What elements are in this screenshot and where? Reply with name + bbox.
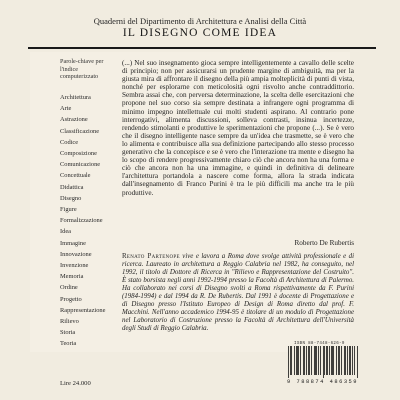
keyword-item: Comunicazione (60, 161, 101, 169)
barcode-bar (308, 346, 309, 375)
barcode-bar (350, 346, 351, 375)
barcode-bar (329, 346, 330, 375)
barcode-bar (336, 346, 337, 375)
book-title: IL DISEGNO COME IDEA (122, 27, 278, 39)
keyword-item: Idea (60, 228, 71, 236)
essay-text: (...) Nel suo insegnamento gioca sempre intelligentemente a cavallo delle scelte di principio; non per assicurarsi un prudente margine di ambiguità, ma per la giusta mira di affrontare il disegno della più ampia molteplicità di punti di vista, nonché per esplorarne con meticolosità ogni risvolto anche contraddittorio. Sembra assai che, con perversa determinazione, la scelta delle esercitazioni che propone nel suo corso sia sempre destinata a infrangere ogni programma di minimo impegno intellettuale cui molti studenti aspirano. Al contrario pone interrogativi, alimenta discussioni, solleva contrasti, insinua incertezze, rendendo stimolanti e produttive le sperimentazioni che propone (...). Se è vero che il disegno intelligente nasce sempre da un'idea che trasmette, se è vero che lo alimenta e contribuisce alla sua definizione partecipando allo stesso processo generativo che la concepisce e se è vero che l'interazione tra mente e disegno ha lo scopo di rendere progressivamente chiaro ciò che ancora non ha una forma e ciò che ancora non ha una immagine, e quindi in definitiva di delineare l'architettura portandola a nascere come forma, allora la strada indicata dall'insegnamento di Franco Purini è tra le più difficili ma anche tra le più produttive. (122, 59, 354, 197)
keyword-item: Composizione (60, 150, 97, 158)
keyword-item: Rilievo (60, 318, 79, 326)
barcode-bar (303, 346, 304, 375)
keyword-item: Teoria (60, 340, 77, 348)
keyword-item: Concettuale (60, 172, 91, 180)
barcode-bar (357, 346, 358, 378)
keyword-item: Astrazione (60, 116, 88, 124)
essay-signature: Roberto De Rubertis (294, 239, 354, 247)
barcode-bar (296, 346, 297, 375)
barcode-digits: 9 788874 486359 (287, 379, 359, 385)
keyword-item: Ordine (60, 284, 78, 292)
header-rule (28, 47, 376, 49)
barcode-bar (306, 346, 307, 375)
barcode-bar (311, 346, 312, 375)
barcode-bar (316, 346, 317, 375)
barcode-bar (341, 346, 342, 375)
barcode-bar (347, 346, 348, 375)
barcode-bar (324, 346, 325, 375)
keyword-item: Memoria (60, 273, 84, 281)
barcode-bar (323, 346, 324, 378)
author-bio-text: vive e lavora a Roma dove svolge attività professionale e di ricerca. Laureato in architettura a Reggio Calabria nel 1982, ha conseguito, nel 1992, il titolo di Dottore di Ricerca in "Rilievo e Rappresentazione del Costruito". È stato borsista negli anni 1992-1994 presso la Facoltà di Architettura di Palermo. Ha collaborato nei corsi di Disegno svolti a Roma rispettivamente da F. Purini (1984-1994) e dal 1994 da R. De Rubertis. Dal 1991 è docente di Progettazione e di Disegno presso l'Istituto Europeo di Design di Roma diretto dal prof. F. Macchini. Nell'anno accademico 1994-95 è titolare di un modulo di Progettazione nel Laboratorio di Costruzione presso la Facoltà di Architettura dell'Università degli Studi di Reggio Calabria. (122, 253, 354, 332)
barcode-bar (300, 346, 301, 375)
barcode-bar (331, 346, 332, 375)
keyword-item: Progetto (60, 295, 82, 303)
keyword-item: Architettura (60, 94, 91, 101)
barcode-bar (318, 346, 319, 375)
barcode-bar (332, 346, 333, 375)
barcode-bar (298, 346, 299, 375)
isbn-label: ISBN 88-7448-626-9 (294, 342, 345, 346)
barcode-bar (290, 346, 291, 375)
keyword-item: Invenzione (60, 262, 89, 270)
barcode-bar (352, 346, 353, 375)
keyword-item: Codice (60, 138, 79, 146)
keyword-item: Disegno (60, 194, 82, 202)
keyword-item: Formalizzazione (60, 217, 103, 225)
price-label: Lire 24.000 (60, 380, 91, 387)
keyword-item: Rappresentazione (60, 306, 106, 314)
keyword-list (60, 92, 120, 350)
barcode-bar (320, 346, 321, 375)
keyword-item: Immagine (60, 239, 86, 247)
barcode-bar (291, 346, 292, 375)
barcode-bar (315, 346, 316, 375)
barcode-bar (297, 346, 298, 375)
barcode-bar (354, 346, 355, 375)
barcode-bar (304, 346, 305, 375)
barcode-bar (345, 346, 346, 375)
keyword-item: Arte (60, 105, 72, 113)
barcode (288, 346, 358, 378)
barcode-bar (294, 346, 295, 375)
keyword-item: Classificazione (60, 127, 100, 135)
keywords-heading: Parole-chiave per l'indice computerizzato (60, 58, 104, 80)
barcode-bar (314, 346, 315, 375)
barcode-bar (288, 346, 289, 378)
author-bio (122, 253, 354, 333)
barcode-bar (309, 346, 310, 375)
barcode-bar (339, 346, 340, 375)
barcode-bar (349, 346, 350, 375)
barcode-bar (333, 346, 334, 375)
series-title: Quaderni del Dipartimento di Architettura e Analisi della Città (93, 16, 307, 26)
barcode-bar (327, 346, 328, 375)
keyword-item: Figure (60, 206, 77, 214)
keyword-item: Didattica (60, 183, 84, 191)
barcode-bar (338, 346, 339, 375)
barcode-bar (344, 346, 345, 375)
keyword-item: Storia (60, 329, 76, 337)
author-name: Renato Partenope (122, 253, 180, 260)
keyword-item: Innovazione (60, 250, 92, 258)
barcode-bar (326, 346, 327, 375)
